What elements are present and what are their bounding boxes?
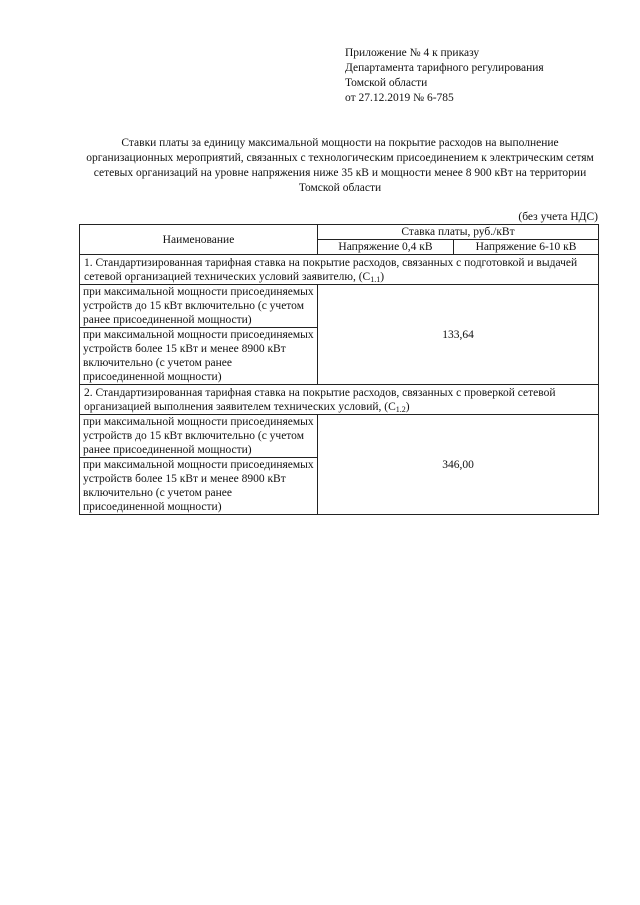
document-title: Ставки платы за единицу максимальной мощности на покрытие расходов на выполнение организационных мероприятий, связанных с технологическим присоединением к электрическим сетям сетевых организаций на уровне напряжения ниже 35 кВ и мощности менее 8 900 кВт на территории Томской области: [86, 137, 594, 194]
section-title-end: ): [405, 401, 410, 413]
section-title-text: 2. Стандартизированная тарифная ставка на покрытие расходов, связанных с проверкой сетевой организацией выполнения заявителем технических условий, (С: [84, 387, 556, 413]
column-header-rate: Ставка платы, руб./кВт: [318, 225, 599, 240]
section-row: [80, 255, 599, 285]
header-line-appendix: Приложение № 4 к приказу: [345, 47, 480, 59]
row-description: при максимальной мощности присоединяемых устройств более 15 кВт и менее 8900 кВт включительно (с учетом ранее присоединенной мощности): [80, 458, 318, 515]
table-row: [80, 415, 599, 458]
section-title: [80, 255, 599, 285]
header-line-department: Департамента тарифного регулирования: [345, 62, 544, 74]
header-line-date-number: от 27.12.2019 № 6-785: [345, 92, 454, 104]
section-subscript: 1.1: [370, 275, 381, 284]
rates-table: [79, 224, 599, 515]
rate-value: 346,00: [318, 415, 599, 515]
vat-note: (без учета НДС): [518, 211, 598, 223]
column-header-voltage-04: Напряжение 0,4 кВ: [318, 240, 454, 255]
section-row: [80, 385, 599, 415]
column-header-voltage-6-10: Напряжение 6-10 кВ: [454, 240, 599, 255]
row-description: при максимальной мощности присоединяемых устройств более 15 кВт и менее 8900 кВт включительно (с учетом ранее присоединенной мощности): [80, 328, 318, 385]
row-description: при максимальной мощности присоединяемых устройств до 15 кВт включительно (с учетом ранее присоединенной мощности): [80, 415, 318, 458]
table-row: [80, 285, 599, 328]
rate-value: 133,64: [318, 285, 599, 385]
appendix-header: [345, 46, 615, 106]
section-title-text: 1. Стандартизированная тарифная ставка на покрытие расходов, связанных с подготовкой и выдачей сетевой организацией технических условий заявителю, (С: [84, 257, 578, 283]
section-subscript: 1.2: [395, 405, 406, 414]
table-header-row: [80, 225, 599, 240]
header-line-region: Томской области: [345, 77, 428, 89]
section-title: [80, 385, 599, 415]
column-header-name: Наименование: [80, 225, 318, 255]
section-title-end: ): [380, 271, 385, 283]
row-description: при максимальной мощности присоединяемых устройств до 15 кВт включительно (с учетом ранее присоединенной мощности): [80, 285, 318, 328]
